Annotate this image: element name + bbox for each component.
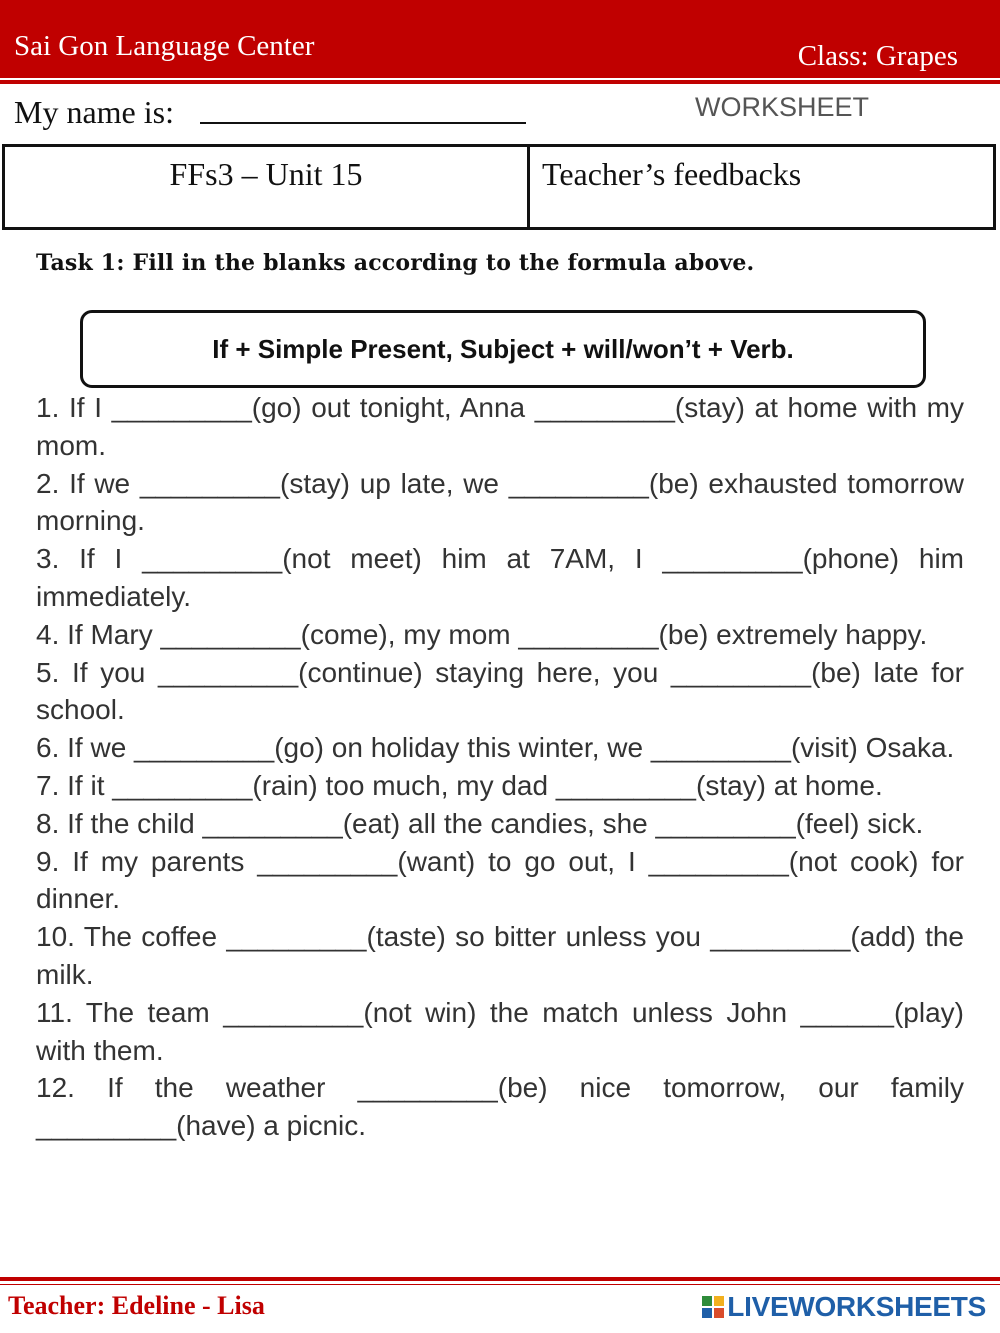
- question-item: 4. If Mary _________(come), my mom _________(be) extremely happy.: [36, 618, 928, 650]
- class-label: Class: Grapes: [797, 40, 958, 72]
- formula-box: [80, 310, 926, 388]
- question-item: 5. If you _________(continue) staying here, you _________(be) late for school.: [36, 656, 964, 726]
- question-item: 9. If my parents _________(want) to go out, I _________(not cook) for dinner.: [36, 845, 964, 915]
- info-box: [2, 144, 996, 230]
- liveworksheets-logo-icon: [702, 1296, 724, 1318]
- question-item: 7. If it _________(rain) too much, my dad _________(stay) at home.: [36, 769, 883, 801]
- footer-divider: [0, 1277, 1000, 1281]
- question-item: 6. If we _________(go) on holiday this winter, we _________(visit) Osaka.: [36, 732, 955, 764]
- question-item: 3. If I _________(not meet) him at 7AM, I _________(phone) him immediately.: [36, 543, 964, 612]
- school-name: Sai Gon Language Center: [14, 30, 315, 62]
- question-item: 2. If we _________(stay) up late, we _________(be) exhausted tomorrow morning.: [36, 467, 964, 537]
- unit-title: FFs3 – Unit 15: [169, 156, 363, 192]
- formula-text: If + Simple Present, Subject + will/won’t + Verb.: [212, 333, 794, 364]
- question-item: 10. The coffee _________(taste) so bitter unless you _________(add) the milk.: [36, 921, 964, 990]
- teacher-feedback-label: Teacher’s feedbacks: [542, 156, 802, 192]
- worksheet-label: WORKSHEET: [695, 92, 870, 122]
- info-box-divider: [527, 147, 530, 227]
- liveworksheets-logo[interactable]: [702, 1291, 986, 1323]
- name-label: My name is:: [14, 94, 174, 130]
- task-title: Task 1: Fill in the blanks according to the formula above.: [36, 250, 755, 276]
- question-item: 1. If I _________(go) out tonight, Anna _________(stay) at home with my mom.: [36, 392, 964, 461]
- footer-divider-thin: [0, 1284, 1000, 1285]
- header-divider: [0, 80, 1000, 84]
- name-blank-line[interactable]: [200, 122, 526, 124]
- question-item: 8. If the child _________(eat) all the candies, she _________(feel) sick.: [36, 807, 924, 839]
- question-item: 12. If the weather _________(be) nice tomorrow, our family _________(have) a picnic.: [36, 1072, 964, 1142]
- teacher-name: Teacher: Edeline - Lisa: [8, 1291, 265, 1320]
- question-item: 11. The team _________(not win) the match unless John ______(play) with them.: [36, 996, 964, 1066]
- liveworksheets-brand: LIVEWORKSHEETS: [727, 1291, 986, 1322]
- question-list: [36, 389, 964, 1145]
